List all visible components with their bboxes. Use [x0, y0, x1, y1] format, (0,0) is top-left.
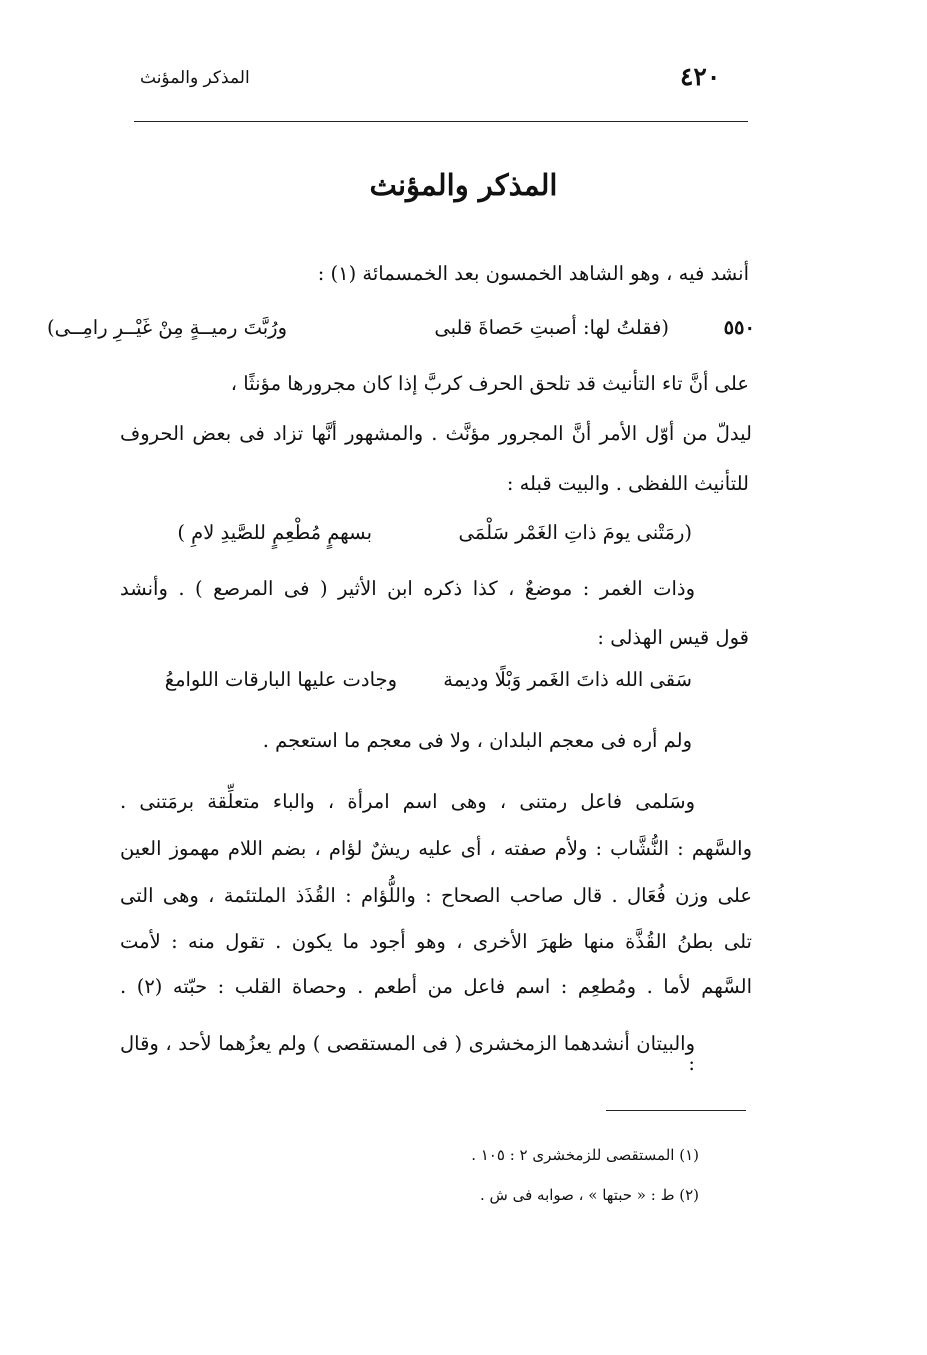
para4-line1: وسَلمى فاعل رمتنى ، وهى اسم امرأة ، والباء متعلِّقة برمَتنى .	[120, 790, 695, 813]
verse3-hemistich-2: وجادت عليها البارقات اللوامعُ	[164, 668, 397, 691]
verse-hemistich-1: (فقلتُ لها: أصبتِ حَصاةَ قلبى	[434, 316, 669, 339]
para1-line2: ليدلّ من أوّل الأمر أنَّ المجرور مؤنَّث . والمشهور أنَّها تزاد فى بعض الحروف	[120, 422, 752, 445]
para2-line2: قول قيس الهذلى :	[597, 626, 749, 649]
running-title: المذكر والمؤنث	[140, 68, 250, 88]
verse2-hemistich-1: (رمَتْنى يومَ ذاتِ الغَمْر سَلْمَى	[458, 521, 692, 544]
para4-line3: على وزن فُعَال . قال صاحب الصحاح : واللُّؤام : القُذَذ الملتئمة ، وهى التى	[120, 884, 752, 907]
page-number: ٤٢٠	[680, 62, 721, 91]
verse-number: ٥٥٠	[723, 316, 755, 339]
header-rule	[134, 121, 748, 122]
chapter-title: المذكر والمؤنث	[369, 168, 558, 202]
para4-line2: والسَّهم : النُّشَّاب : ولأم صفته ، أى عليه ريشٌ لؤام ، بضم اللام مهموز العين	[120, 837, 752, 860]
para4-line5: السَّهم لأما . ومُطعِم : اسم فاعل من أطعم . وحصاة القلب : حبّته (٢) .	[120, 975, 752, 998]
footnote-2: (٢) ط : « حبتها » ، صوابه فى ش .	[479, 1186, 699, 1204]
para2-line1: وذات الغمر : موضعٌ ، كذا ذكره ابن الأثير ( فى المرصع ) . وأنشد	[120, 577, 695, 600]
para1-line3: للتأنيث اللفظى . والبيت قبله :	[506, 472, 749, 495]
footnote-rule	[606, 1110, 746, 1111]
para1-line1: على أنَّ تاء التأنيث قد تلحق الحرف كربَّ إذا كان مجرورها مؤنثًا ،	[230, 372, 749, 395]
verse3-hemistich-1: سَقى الله ذاتَ الغَمر وَبْلًا وديمة	[443, 668, 692, 691]
para5-line1: والبيتان أنشدهما الزمخشرى ( فى المستقصى ) ولم يعزُهما لأحد ، وقال :	[120, 1032, 695, 1075]
para3-line1: ولم أره فى معجم البلدان ، ولا فى معجم ما استعجم .	[262, 729, 692, 752]
intro-line: أنشد فيه ، وهو الشاهد الخمسون بعد الخمسمائة (١) :	[317, 262, 749, 285]
verse-hemistich-2: ورُبَّتَ رميــةٍ مِنْ غَيْــرِ رامِــى)	[47, 316, 287, 339]
para4-line4: تلى بطنُ القُذَّة منها ظهرَ الأخرى ، وهو أجود ما يكون . تقول منه : لأمت	[120, 930, 752, 953]
footnote-1: (١) المستقصى للزمخشرى ٢ : ١٠٥ .	[471, 1146, 699, 1164]
verse2-hemistich-2: بسهمٍ مُطْعِمٍ للصَّيدِ لامِ )	[177, 521, 372, 544]
